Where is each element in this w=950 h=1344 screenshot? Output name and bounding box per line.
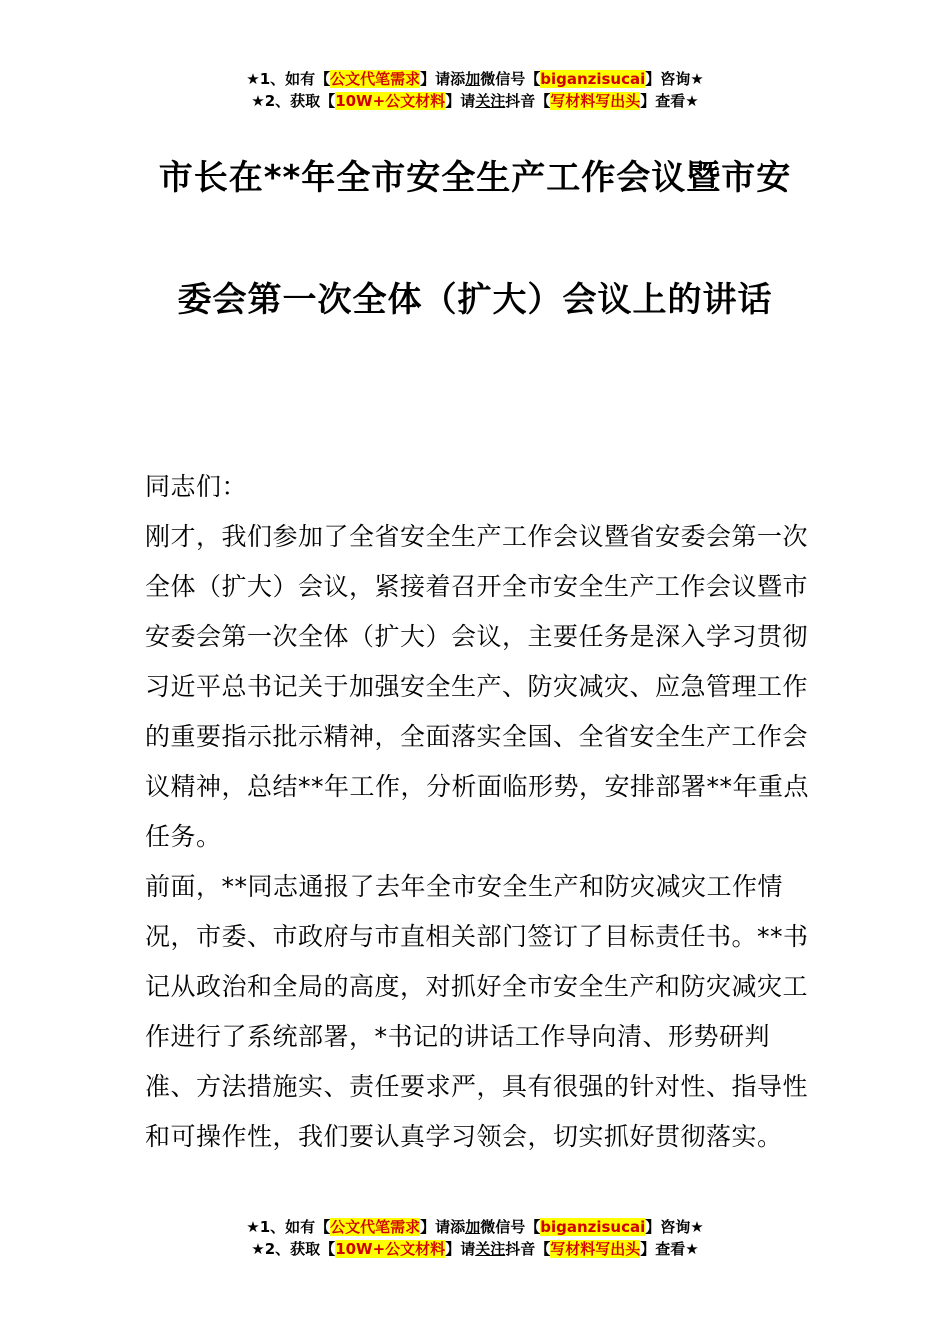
banner-text: ★2、获取【 xyxy=(251,92,336,110)
douyin-account-highlight: 写材料写出头 xyxy=(550,92,641,110)
banner-text: 】请添 xyxy=(420,1218,466,1236)
banner-text: 】咨询★ xyxy=(645,70,704,88)
banner-text: 】请 xyxy=(445,1240,476,1258)
header-banner xyxy=(0,68,950,112)
wechat-id-highlight: biganzisucai xyxy=(540,1218,646,1236)
banner-text: 微信号【 xyxy=(480,70,541,88)
banner-underlined-text: 加 xyxy=(465,70,481,88)
banner-highlight: 公文代笔需求 xyxy=(330,70,421,88)
banner-line-1 xyxy=(0,68,950,90)
douyin-account-highlight: 写材料写出头 xyxy=(550,1240,641,1258)
banner-underlined-text: 加 xyxy=(465,1218,481,1236)
banner-highlight: 10W+公文材料 xyxy=(335,92,446,110)
banner-text: 】请 xyxy=(445,92,476,110)
banner-highlight: 10W+公文材料 xyxy=(335,1240,446,1258)
banner-line-2 xyxy=(0,90,950,112)
banner-text: ★1、如有【 xyxy=(246,70,331,88)
banner-text: 抖音【 xyxy=(505,1240,551,1258)
banner-text: 】查看★ xyxy=(640,1240,699,1258)
banner-text: 】查看★ xyxy=(640,92,699,110)
document-title-line-2: 委会第一次全体（扩大）会议上的讲话 xyxy=(177,280,773,320)
paragraph-1: 刚才，我们参加了全省安全生产工作会议暨省安委会第一次全体（扩大）会议，紧接着召开全市安全生产工作会议暨市安委会第一次全体（扩大）会议，主要任务是深入学习贯彻习近平总书记关于加强安全生产、防灾减灾、应急管理工作的重要指示批示精神，全面落实全国、全省安全生产工作会议精神，总结**年工作，分析面临形势，安排部署**年重点任务。 xyxy=(145,522,810,851)
banner-text: 抖音【 xyxy=(505,92,551,110)
banner-text: ★1、如有【 xyxy=(246,1218,331,1236)
paragraph-2: 前面，**同志通报了去年全市安全生产和防灾减灾工作情况，市委、市政府与市直相关部门签订了目标责任书。**书记从政治和全局的高度，对抓好全市安全生产和防灾减灾工作进行了系统部署，*书记的讲话工作导向清、形势研判准、方法措施实、责任要求严，具有很强的针对性、指导性和可操作性，我们要认真学习领会，切实抓好贯彻落实。 xyxy=(145,872,809,1151)
banner-line-2 xyxy=(0,1238,950,1260)
banner-text: 】咨询★ xyxy=(645,1218,704,1236)
banner-line-1 xyxy=(0,1216,950,1238)
greeting: 同志们： xyxy=(145,472,248,501)
document-body xyxy=(145,462,810,1162)
banner-highlight: 公文代笔需求 xyxy=(330,1218,421,1236)
banner-underlined-text: 关注 xyxy=(475,1240,506,1258)
document-title-line-1: 市长在**年全市安全生产工作会议暨市安 xyxy=(158,158,792,198)
banner-text: 】请添 xyxy=(420,70,466,88)
banner-text: 微信号【 xyxy=(480,1218,541,1236)
wechat-id-highlight: biganzisucai xyxy=(540,70,646,88)
banner-underlined-text: 关注 xyxy=(475,92,506,110)
banner-text: ★2、获取【 xyxy=(251,1240,336,1258)
footer-banner xyxy=(0,1216,950,1260)
